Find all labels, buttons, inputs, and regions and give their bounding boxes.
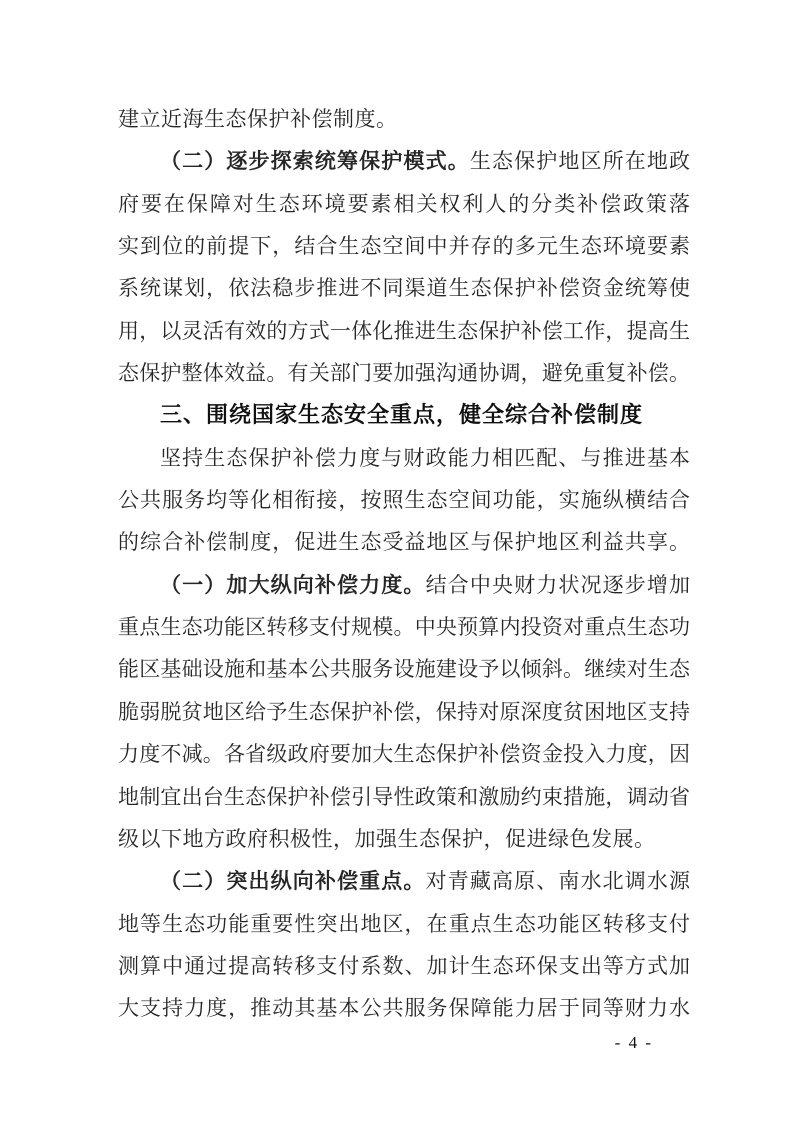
- text-line: [118, 310, 690, 352]
- text-line: [118, 352, 690, 394]
- text-line: [118, 691, 690, 733]
- text-line: [118, 648, 690, 690]
- line-text: 用，以灵活有效的方式一体化推进生态保护补偿工作，提高生: [118, 318, 690, 343]
- line-text: 生态保护地区所在地政: [469, 149, 691, 174]
- line-text: 测算中通过提高转移支付系数、加计生态环保支出等方式加: [118, 953, 690, 978]
- line-text: 地等生态功能重要性突出地区，在重点生态功能区转移支付: [118, 911, 690, 936]
- text-line: [118, 267, 690, 309]
- line-text: 力度不减。各省级政府要加大生态保护补偿资金投入力度，因: [118, 742, 690, 767]
- page-number: - 4 -: [614, 1033, 653, 1052]
- text-line: [118, 776, 690, 818]
- line-text: 大支持力度，推动其基本公共服务保障能力居于同等财力水: [118, 996, 690, 1021]
- text-line: [118, 140, 690, 182]
- line-text: 级以下地方政府积极性，加强生态保护，促进绿色发展。: [118, 826, 656, 851]
- text-line: [118, 98, 690, 140]
- line-text: 三、围绕国家生态安全重点，健全综合补偿制度: [160, 402, 644, 428]
- clause-lead-bold: （一）加大纵向补偿力度。: [160, 572, 426, 597]
- text-line: [118, 606, 690, 648]
- text-line: [118, 437, 690, 479]
- text-line: [118, 564, 690, 606]
- clause-lead-bold: （二）逐步探索统筹保护模式。: [160, 149, 470, 174]
- section-heading: [118, 394, 690, 436]
- text-line: [118, 818, 690, 860]
- line-text: 地制宜出台生态保护补偿引导性政策和激励约束措施，调动省: [118, 784, 690, 809]
- text-line: [118, 183, 690, 225]
- document-content: [118, 98, 690, 1030]
- line-text: 系统谋划，依法稳步推进不同渠道生态保护补偿资金统筹使: [118, 276, 690, 301]
- line-text: 重点生态功能区转移支付规模。中央预算内投资对重点生态功: [118, 615, 690, 640]
- text-line: [118, 945, 690, 987]
- text-line: [118, 479, 690, 521]
- line-text: 结合中央财力状况逐步增加: [425, 572, 691, 597]
- line-text: 脆弱脱贫地区给予生态保护补偿，保持对原深度贫困地区支持: [118, 699, 690, 724]
- line-text: 态保护整体效益。有关部门要加强沟通协调，避免重复补偿。: [118, 361, 690, 386]
- line-text: 对青藏高原、南水北调水源: [425, 869, 691, 894]
- clause-lead-bold: （二）突出纵向补偿重点。: [160, 869, 426, 894]
- line-text: 建立近海生态保护补偿制度。: [118, 107, 398, 131]
- text-line: [118, 733, 690, 775]
- text-line: [118, 225, 690, 267]
- line-text: 坚持生态保护补偿力度与财政能力相匹配、与推进基本: [160, 445, 690, 470]
- text-line: [118, 521, 690, 563]
- line-text: 的综合补偿制度，促进生态受益地区与保护地区利益共享。: [118, 530, 690, 555]
- line-text: 实到位的前提下，结合生态空间中并存的多元生态环境要素: [118, 234, 690, 259]
- line-text: 能区基础设施和基本公共服务设施建设予以倾斜。继续对生态: [118, 657, 690, 682]
- line-text: 公共服务均等化相衔接，按照生态空间功能，实施纵横结合: [118, 488, 690, 513]
- text-line: [118, 860, 690, 902]
- text-line: [118, 987, 690, 1029]
- line-text: 府要在保障对生态环境要素相关权利人的分类补偿政策落: [118, 191, 690, 216]
- text-line: [118, 903, 690, 945]
